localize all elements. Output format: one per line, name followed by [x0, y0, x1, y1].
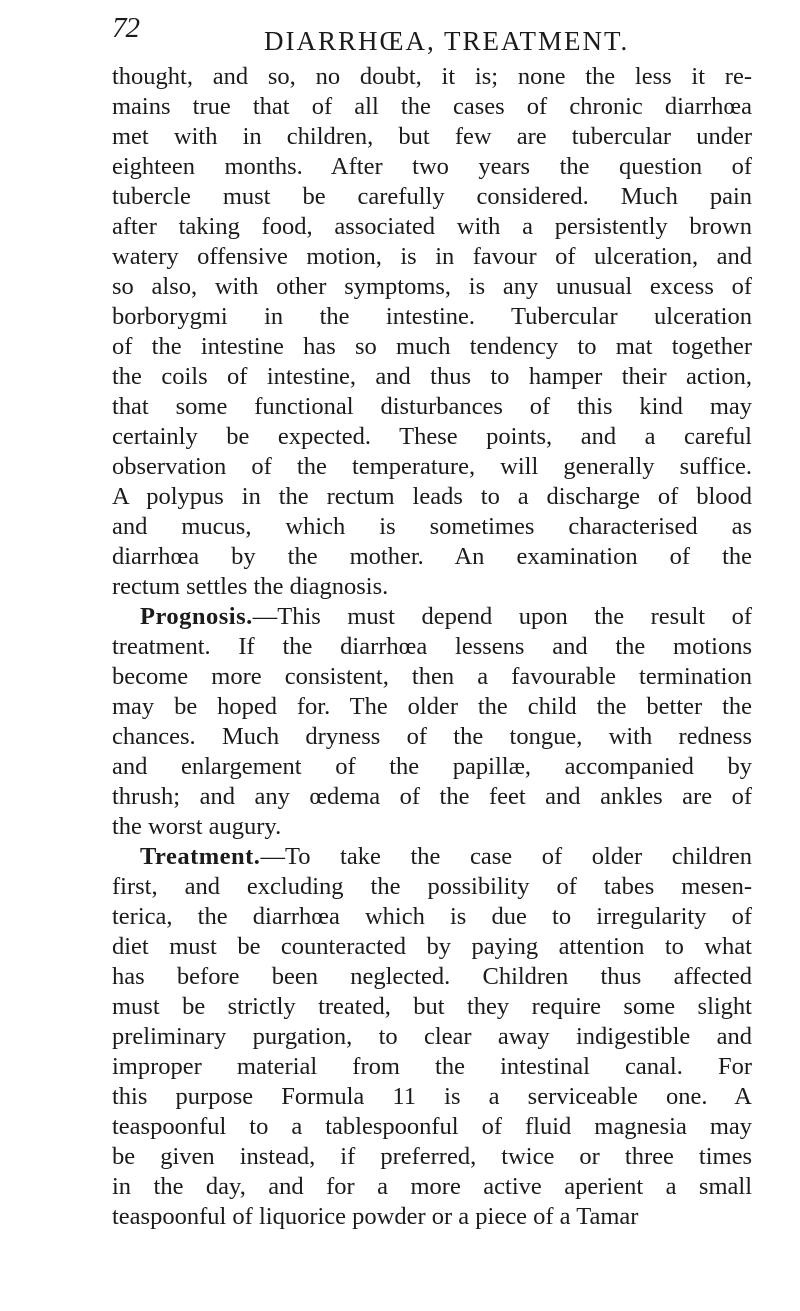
paragraph-continuation: [112, 62, 752, 602]
page-header: [112, 12, 752, 56]
text-line: preliminary purgation, to clear away indigestible and: [112, 1023, 752, 1050]
text-line: must be strictly treated, but they require some slight: [112, 993, 752, 1020]
text-line: teaspoonful of liquorice powder or a piece of a Tamar: [112, 1203, 639, 1230]
body-text: [112, 62, 752, 1232]
text-line: improper material from the intestinal canal. For: [112, 1053, 752, 1080]
section-heading-prognosis: Prognosis.: [140, 603, 253, 630]
text-line: in the day, and for a more active aperient a small: [112, 1173, 752, 1200]
text-line: thought, and so, no doubt, it is; none the less it re-: [112, 63, 752, 90]
text-run: —This must depend upon the result of: [252, 603, 752, 630]
text-line: first, and excluding the possibility of tabes mesen-: [112, 873, 752, 900]
text-line: this purpose Formula 11 is a serviceable one. A: [112, 1083, 752, 1110]
text-run: —To take the case of older children: [260, 843, 752, 870]
text-line: thrush; and any œdema of the feet and ankles are of: [112, 783, 752, 810]
text-line: and mucus, which is sometimes characterised as: [112, 513, 752, 540]
text-line: teaspoonful to a tablespoonful of fluid magnesia may: [112, 1113, 752, 1140]
text-line: diarrhœa by the mother. An examination of the: [112, 543, 752, 570]
text-line: become more consistent, then a favourable termination: [112, 663, 752, 690]
text-line: met with in children, but few are tubercular under: [112, 123, 752, 150]
text-line: certainly be expected. These points, and a careful: [112, 423, 752, 450]
text-line: terica, the diarrhœa which is due to irregularity of: [112, 903, 752, 930]
text-line: of the intestine has so much tendency to mat together: [112, 333, 752, 360]
text-line: chances. Much dryness of the tongue, with redness: [112, 723, 752, 750]
text-line: the coils of intestine, and thus to hamper their action,: [112, 363, 752, 390]
section-heading-treatment: Treatment.: [140, 843, 261, 870]
text-line: observation of the temperature, will generally suffice.: [112, 453, 752, 480]
text-line: eighteen months. After two years the question of: [112, 153, 752, 180]
paragraph-first-line: [112, 842, 752, 872]
text-line: mains true that of all the cases of chronic diarrhœa: [112, 93, 752, 120]
text-line: treatment. If the diarrhœa lessens and the motions: [112, 633, 752, 660]
text-line: that some functional disturbances of this kind may: [112, 393, 752, 420]
running-title: DIARRHŒA, TREATMENT.: [264, 26, 630, 56]
paragraph-first-line: [112, 602, 752, 632]
text-line: diet must be counteracted by paying attention to what: [112, 933, 752, 960]
text-line: borborygmi in the intestine. Tubercular ulceration: [112, 303, 752, 330]
text-line: watery offensive motion, is in favour of ulceration, and: [112, 243, 752, 270]
paragraph-treatment: [112, 842, 752, 1232]
text-line: may be hoped for. The older the child the better the: [112, 693, 752, 720]
text-line: tubercle must be carefully considered. Much pain: [112, 183, 752, 210]
text-line: after taking food, associated with a persistently brown: [112, 213, 752, 240]
text-line: A polypus in the rectum leads to a discharge of blood: [112, 483, 752, 510]
text-line: rectum settles the diagnosis.: [112, 573, 389, 600]
text-line: so also, with other symptoms, is any unusual excess of: [112, 273, 752, 300]
text-line: be given instead, if preferred, twice or three times: [112, 1143, 752, 1170]
text-line: the worst augury.: [112, 813, 282, 840]
text-line: and enlargement of the papillæ, accompanied by: [112, 753, 752, 780]
page-number: 72: [112, 12, 139, 44]
text-line: has before been neglected. Children thus affected: [112, 963, 752, 990]
paragraph-prognosis: [112, 602, 752, 842]
